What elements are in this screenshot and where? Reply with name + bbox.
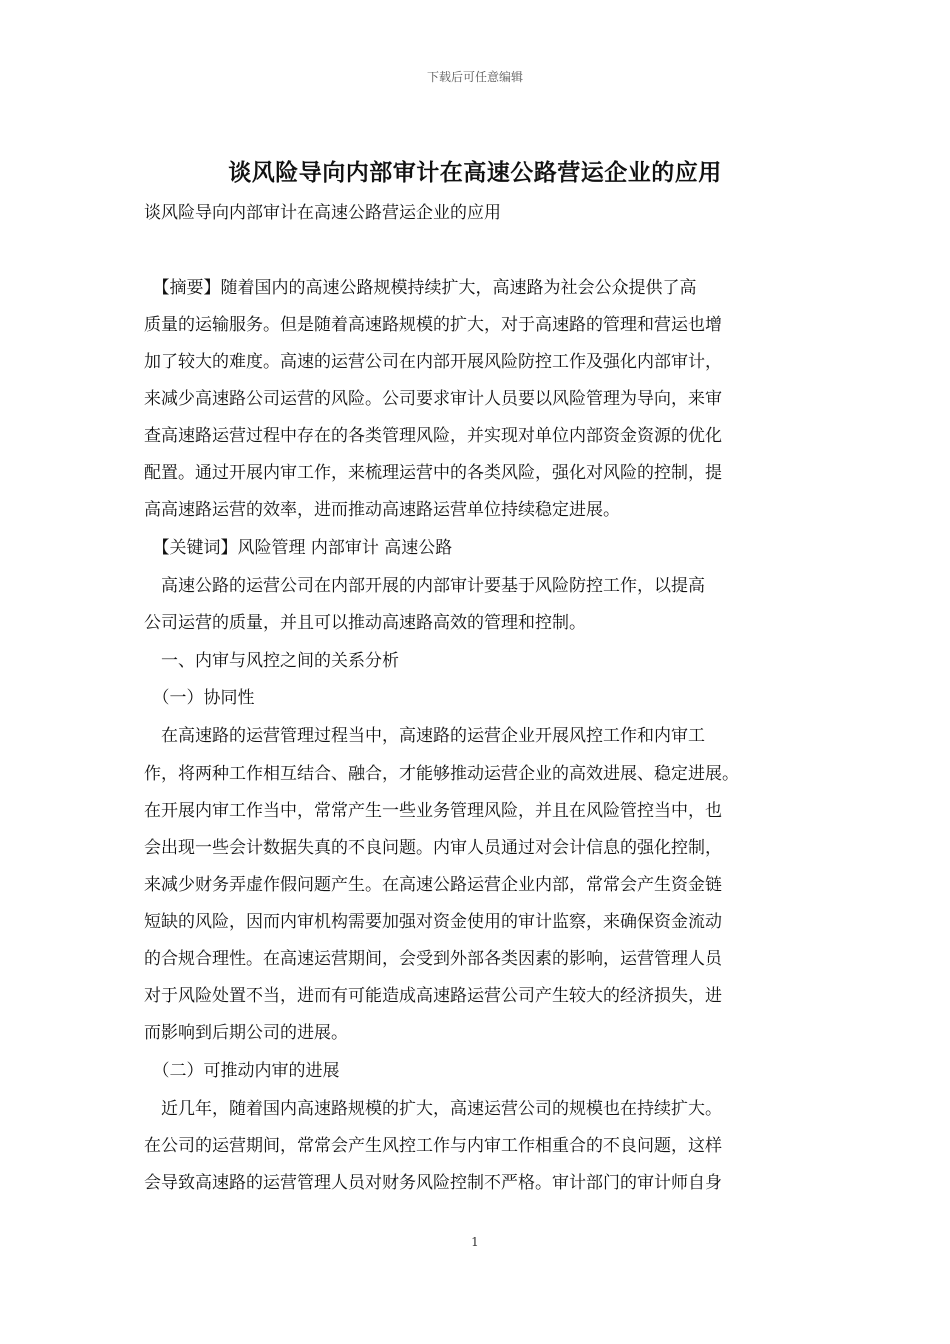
body-line: 【摘要】随着国内的高速公路规模持续扩大，高速路为社会公众提供了高 xyxy=(144,278,697,298)
body-line: 在公司的运营期间，常常会产生风控工作与内审工作相重合的不良问题，这样 xyxy=(144,1136,722,1156)
body-line: 高高速路运营的效率，进而推动高速路运营单位持续稳定进展。 xyxy=(144,500,620,520)
body-line: 在高速路的运营管理过程当中，高速路的运营企业开展风控工作和内审工 xyxy=(144,726,705,746)
document-title: 谈风险导向内部审计在高速公路营运企业的应用 xyxy=(228,160,722,186)
body-line: 查高速路运营过程中存在的各类管理风险，并实现对单位内部资金资源的优化 xyxy=(144,426,722,446)
body-line: 高速公路的运营公司在内部开展的内部审计要基于风险防控工作，以提高 xyxy=(144,576,705,596)
body-line: 作，将两种工作相互结合、融合，才能够推动运营企业的高效进展、稳定进展。 xyxy=(144,764,739,784)
body-line: 在开展内审工作当中，常常产生一些业务管理风险，并且在风险管控当中，也 xyxy=(144,801,722,821)
document-subtitle: 谈风险导向内部审计在高速公路营运企业的应用 xyxy=(144,203,501,223)
body-line: 而影响到后期公司的进展。 xyxy=(144,1023,348,1043)
body-line: 近几年，随着国内高速路规模的扩大，高速运营公司的规模也在持续扩大。 xyxy=(144,1099,722,1119)
body-line: 对于风险处置不当，进而有可能造成高速路运营公司产生较大的经济损失，进 xyxy=(144,986,722,1006)
section-heading: 一、内审与风控之间的关系分析 xyxy=(144,651,399,671)
page-number: 1 xyxy=(471,1235,479,1249)
body-line: 配置。通过开展内审工作，来梳理运营中的各类风险，强化对风险的控制，提 xyxy=(144,463,722,483)
body-line: 会出现一些会计数据失真的不良问题。内审人员通过对会计信息的强化控制， xyxy=(144,838,722,858)
subsection-heading: （一）协同性 xyxy=(144,688,255,708)
page-header: 下载后可任意编辑 xyxy=(426,70,523,84)
keywords-line: 【关键词】风险管理 内部审计 高速公路 xyxy=(144,538,453,558)
subsection-heading: （二）可推动内审的进展 xyxy=(144,1061,340,1081)
body-line: 来减少财务弄虚作假问题产生。在高速公路运营企业内部，常常会产生资金链 xyxy=(144,875,722,895)
body-line: 短缺的风险，因而内审机构需要加强对资金使用的审计监察，来确保资金流动 xyxy=(144,912,722,932)
body-line: 加了较大的难度。高速的运营公司在内部开展风险防控工作及强化内部审计， xyxy=(144,352,722,372)
body-line: 会导致高速路的运营管理人员对财务风险控制不严格。审计部门的审计师自身 xyxy=(144,1173,722,1193)
body-line: 的合规合理性。在高速运营期间，会受到外部各类因素的影响，运营管理人员 xyxy=(144,949,722,969)
body-line: 来减少高速路公司运营的风险。公司要求审计人员要以风险管理为导向，来审 xyxy=(144,389,722,409)
body-line: 公司运营的质量，并且可以推动高速路高效的管理和控制。 xyxy=(144,613,586,633)
body-line: 质量的运输服务。但是随着高速路规模的扩大，对于高速路的管理和营运也增 xyxy=(144,315,722,335)
